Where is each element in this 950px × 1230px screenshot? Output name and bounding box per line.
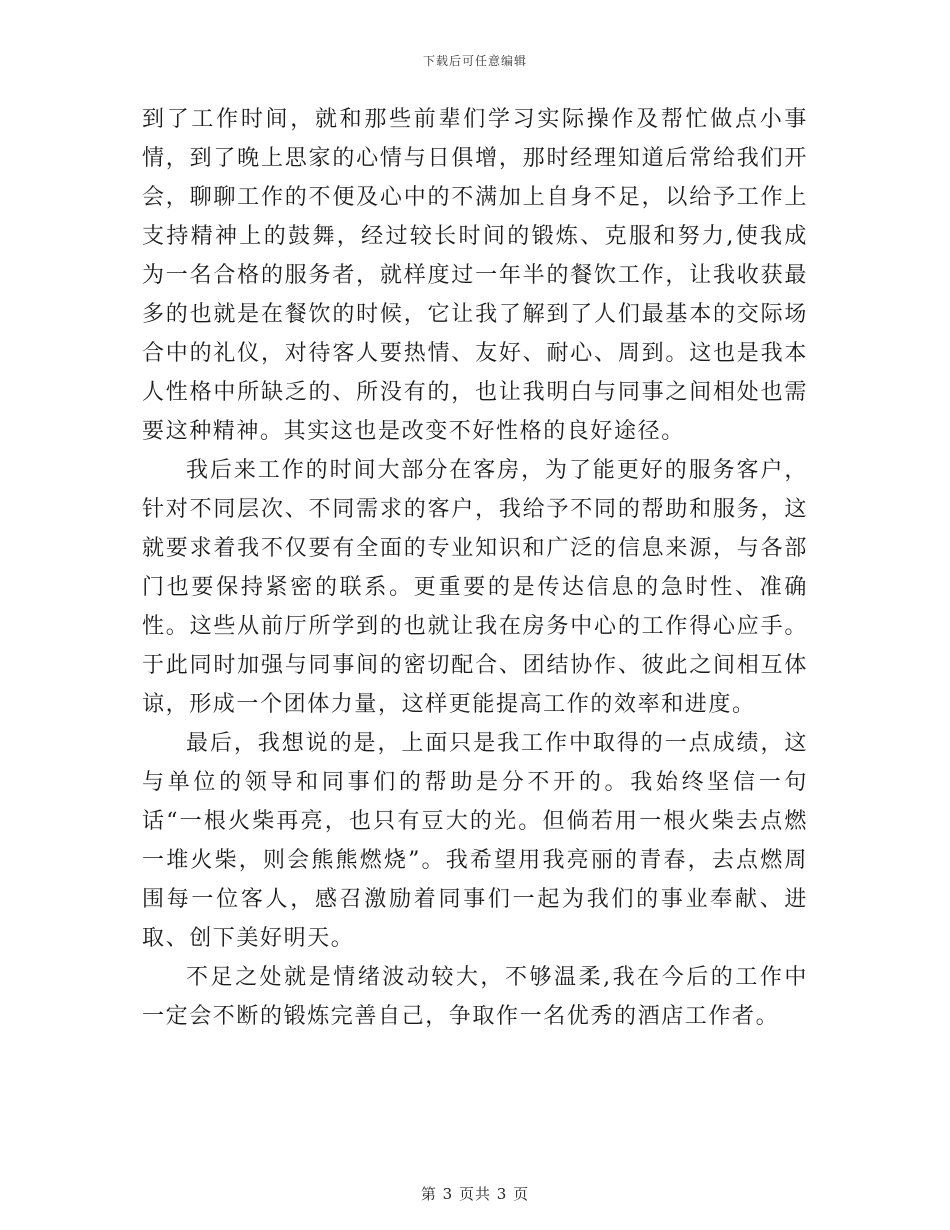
paragraph-closing: 最后，我想说的是，上面只是我工作中取得的一点成绩，这与单位的领导和同事们的帮助是分不开的。我始终坚信一句话“一根火柴再亮，也只有豆大的光。但倘若用一根火柴去点燃一堆火柴，则会熊熊燃烧”。我希望用我亮丽的青春，去点燃周围每一位客人，感召激励着同事们一起为我们的事业奉献、进取、创下美好明天。 [142, 731, 808, 951]
page-number-footer: 第 3 页共 3 页 [420, 1185, 530, 1203]
paragraph-guest-rooms: 我后来工作的时间大部分在客房，为了能更好的服务客户，针对不同层次、不同需求的客户，我给予不同的帮助和服务，这就要求着我不仅要有全面的专业知识和广泛的信息来源，与各部门也要保持紧密的联系。更重要的是传达信息的急时性、准确性。这些从前厅所学到的也就让我在房务中心的工作得心应手。于此同时加强与同事间的密切配合、团结协作、彼此之间相互体谅，形成一个团体力量，这样更能提高工作的效率和进度。 [142, 458, 808, 717]
document-body [142, 100, 808, 1036]
paragraph-shortcomings: 不足之处就是情绪波动较大，不够温柔,我在今后的工作中一定会不断的锻炼完善自己，争取作一名优秀的酒店工作者。 [142, 965, 808, 1029]
paragraph-continued: 到了工作时间，就和那些前辈们学习实际操作及帮忙做点小事情，到了晚上思家的心情与日俱增，那时经理知道后常给我们开会，聊聊工作的不便及心中的不满加上自身不足，以给予工作上支持精神上的鼓舞，经过较长时间的锻炼、克服和努力,使我成为一名合格的服务者，就样度过一年半的餐饮工作，让我收获最多的也就是在餐饮的时候，它让我了解到了人们最基本的交际场合中的礼仪，对待客人要热情、友好、耐心、周到。这也是我本人性格中所缺乏的、所没有的，也让我明白与同事之间相处也需要这种精神。其实这也是改变不好性格的良好途径。 [142, 107, 808, 444]
page-header: 下载后可任意编辑 [422, 54, 527, 68]
